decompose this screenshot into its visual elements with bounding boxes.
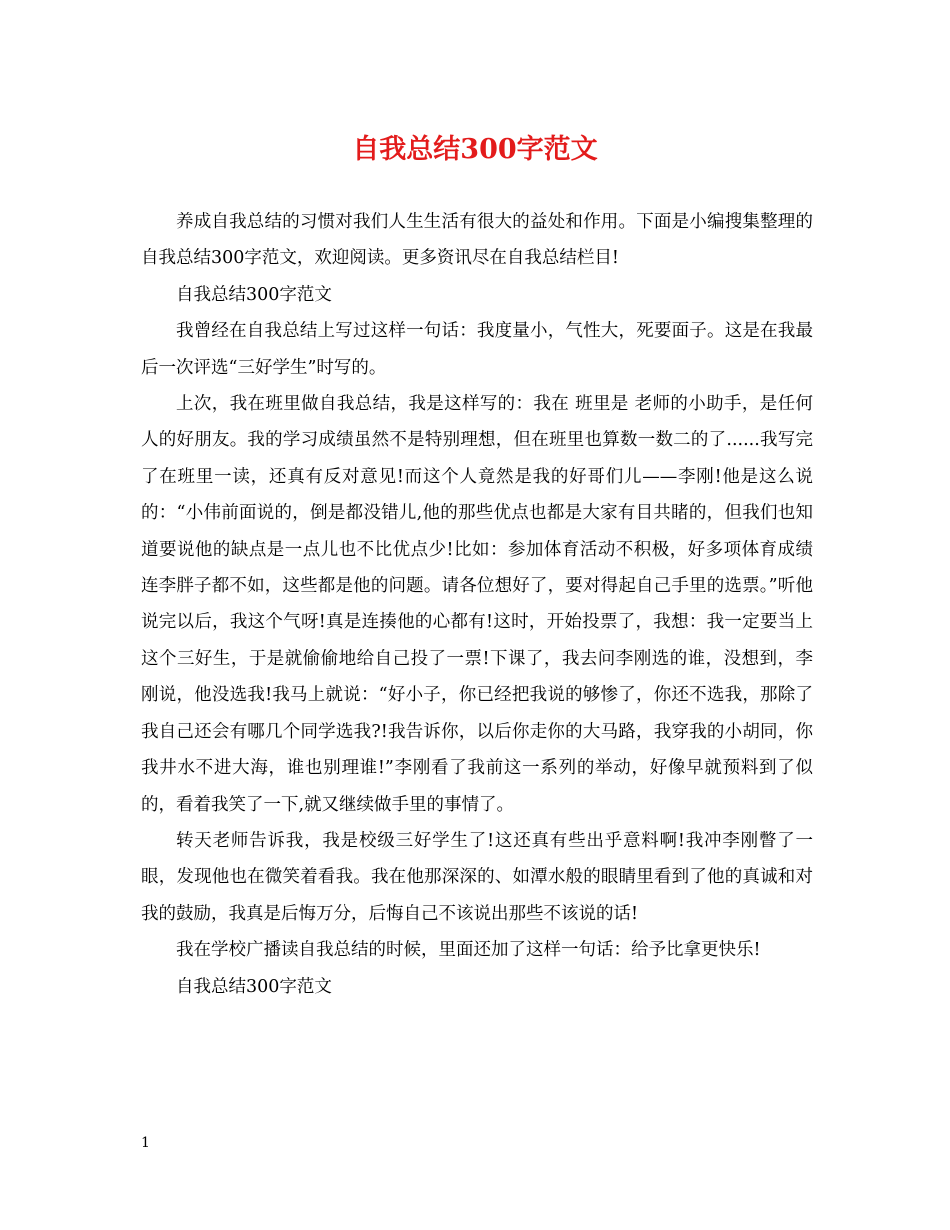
intro-paragraph: 养成自我总结的习惯对我们人生生活有很大的益处和作用。下面是小编搜集整理的自我总结300字范文，欢迎阅读。更多资讯尽在自我总结栏目! [141, 212, 813, 269]
section-heading: 自我总结300字范文 [176, 284, 332, 305]
section-heading: 自我总结300字范文 [176, 976, 332, 997]
document-body [141, 204, 813, 1005]
document-title: 自我总结300字范文 [352, 134, 598, 165]
body-paragraph: 上次，我在班里做自我总结，我是这样写的：我在 班里是 老师的小助手，是任何人的好朋友。我的学习成绩虽然不是特别理想，但在班里也算数一数二的了......我写完了在班里一读，还真有反对意见!而这个人竟然是我的好哥们儿——李刚!他是这么说的：“小伟前面说的，倒是都没错儿,他的那些优点也都是大家有目共睹的，但我们也知道要说他的缺点是一点儿也不比优点少!比如：参加体育活动不积极，好多项体育成绩连李胖子都不如，这些都是他的问题。请各位想好了，要对得起自己手里的选票。”听他说完以后，我这个气呀!真是连揍他的心都有!这时，开始投票了，我想：我一定要当上这个三好生，于是就偷偷地给自己投了一票!下课了，我去问李刚选的谁，没想到，李刚说，他没选我!我马上就说：“好小子，你已经把我说的够惨了，你还不选我，那除了我自己还会有哪几个同学选我?!我告诉你，以后你走你的大马路，我穿我的小胡同，你我井水不进大海，谁也别理谁!”李刚看了我前这一系列的举动，好像早就预料到了似的，看着我笑了一下,就又继续做手里的事情了。 [141, 394, 813, 815]
body-paragraph: 我在学校广播读自我总结的时候，里面还加了这样一句话：给予比拿更快乐! [176, 940, 761, 961]
page-number: 1 [141, 1135, 150, 1151]
body-paragraph: 我曾经在自我总结上写过这样一句话：我度量小，气性大，死要面子。这是在我最后一次评选“三好学生”时写的。 [141, 321, 813, 378]
body-paragraph: 转天老师告诉我，我是校级三好学生了!这还真有些出乎意料啊!我冲李刚瞥了一眼，发现他也在微笑着看我。我在他那深深的、如潭水般的眼睛里看到了他的真诚和对我的鼓励，我真是后悔万分，后悔自己不该说出那些不该说的话! [141, 830, 813, 924]
